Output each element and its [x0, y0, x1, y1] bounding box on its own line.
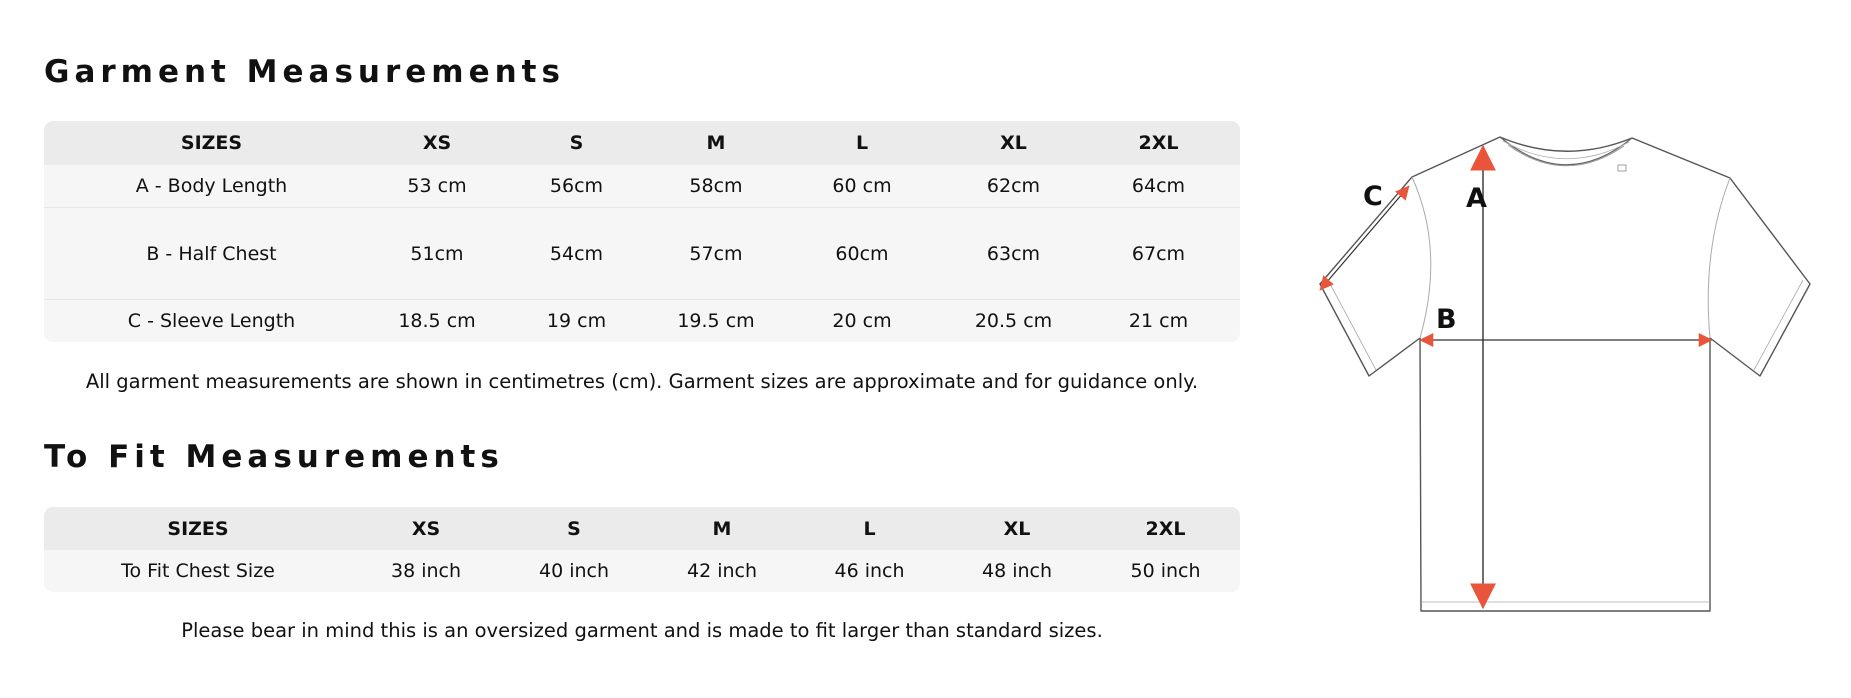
header-cell: S [569, 132, 584, 154]
table-cell: 57cm [689, 242, 743, 265]
table-cell: 64cm [1131, 175, 1186, 197]
table-cell: 40 inch [538, 560, 610, 582]
garment-measurements-title: Garment Measurements [44, 54, 565, 90]
table-cell: 51cm [410, 242, 464, 265]
table-cell: 60 cm [832, 175, 892, 197]
table-cell: 60cm [835, 242, 889, 265]
table-cell: 58cm [689, 175, 743, 197]
table-cell: 56cm [549, 175, 604, 197]
table-cell: 54cm [549, 242, 604, 265]
table-row [44, 207, 1240, 299]
tshirt-diagram [1300, 120, 1820, 620]
label-b: B [1436, 304, 1457, 335]
header-cell: XS [422, 132, 452, 154]
header-cell: XS [411, 517, 441, 540]
table-cell: 63cm [986, 242, 1041, 265]
table-cell: 38 inch [390, 560, 462, 582]
table-cell: 42 inch [686, 560, 758, 582]
table-header-row [44, 121, 1240, 165]
table-cell: 19.5 cm [677, 310, 755, 332]
table-row [44, 165, 1240, 207]
header-cell: S [567, 517, 581, 540]
header-cell: M [706, 132, 726, 154]
table-cell: B - Half Chest [146, 242, 277, 265]
garment-measurements-table [44, 121, 1240, 342]
header-cell: XL [1000, 132, 1027, 154]
label-a: A [1466, 183, 1487, 214]
table-row [44, 299, 1240, 342]
table-cell: 53 cm [407, 175, 467, 197]
header-cell: SIZES [167, 517, 229, 540]
table-cell: To Fit Chest Size [121, 560, 275, 582]
table-cell: 67cm [1131, 242, 1186, 265]
table-cell: A - Body Length [135, 175, 288, 197]
header-cell: L [863, 517, 876, 540]
to-fit-note: Please bear in mind this is an oversized garment and is made to fit larger than standard sizes. [181, 619, 1103, 642]
table-cell: 18.5 cm [398, 310, 476, 332]
to-fit-measurements-title: To Fit Measurements [44, 439, 504, 475]
to-fit-measurements-table [44, 507, 1240, 592]
table-cell: 46 inch [834, 560, 905, 582]
table-cell: 21 cm [1128, 310, 1189, 332]
table-cell: 20.5 cm [974, 310, 1053, 332]
header-cell: L [855, 132, 869, 154]
table-cell: 50 inch [1130, 560, 1201, 582]
header-cell: M [712, 517, 732, 540]
table-header-row [44, 507, 1240, 550]
label-c: C [1363, 181, 1383, 212]
garment-note: All garment measurements are shown in centimetres (cm). Garment sizes are approximate and for guidance only. [85, 370, 1199, 393]
table-cell: 62cm [986, 175, 1041, 197]
table-cell: 48 inch [981, 560, 1053, 582]
header-cell: SIZES [180, 132, 243, 154]
header-cell: XL [1003, 517, 1031, 540]
table-cell: 20 cm [832, 310, 892, 332]
header-cell: 2XL [1138, 132, 1179, 154]
table-row [44, 550, 1240, 592]
tshirt-outline [1320, 137, 1810, 611]
header-cell: 2XL [1145, 517, 1186, 540]
table-cell: C - Sleeve Length [127, 310, 296, 332]
table-cell: 19 cm [546, 310, 607, 332]
